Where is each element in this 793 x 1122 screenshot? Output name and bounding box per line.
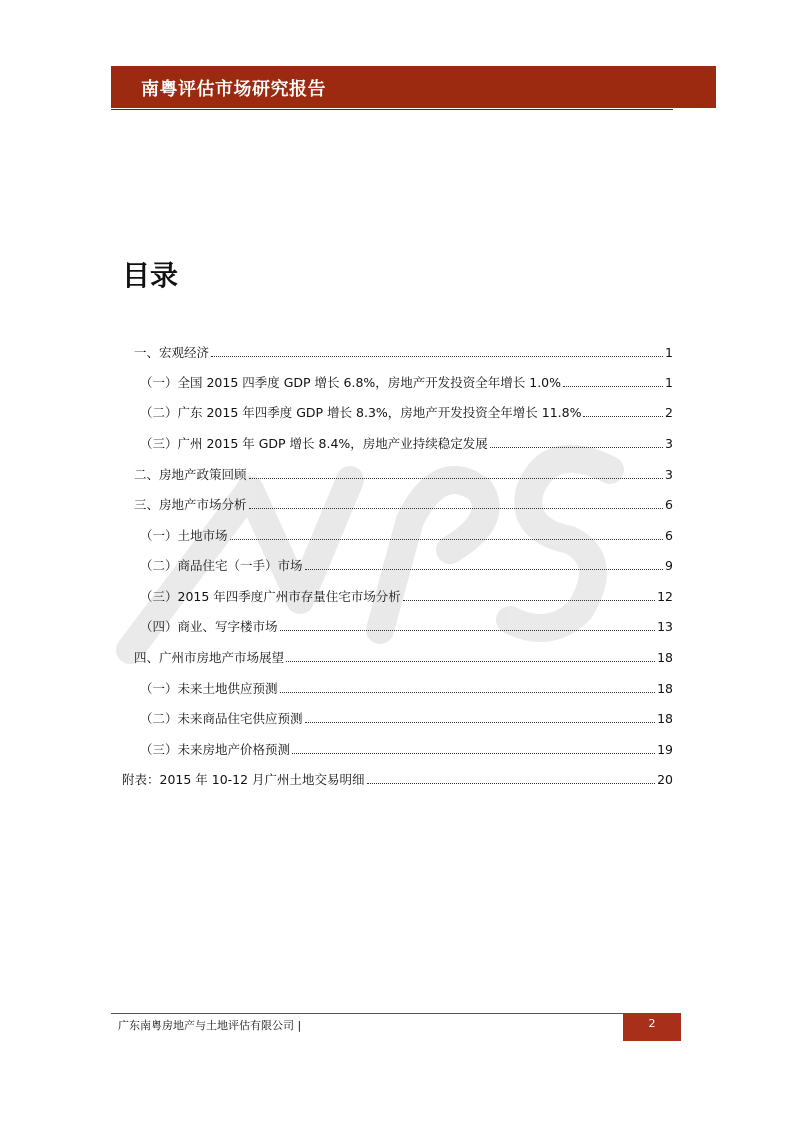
toc-entry[interactable] — [140, 617, 673, 637]
toc-leader-dots — [583, 404, 663, 417]
toc-leader-dots — [292, 741, 655, 754]
toc-leader-dots — [563, 374, 663, 387]
header-divider — [111, 109, 673, 110]
toc-leader-dots — [367, 771, 656, 784]
toc-entry[interactable] — [140, 403, 673, 423]
toc-entry-title: （三）广州 2015 年 GDP 增长 8.4%，房地产业持续稳定发展 — [140, 436, 488, 451]
toc-entry[interactable] — [134, 495, 673, 515]
toc-leader-dots — [490, 435, 663, 448]
toc-entry-page: 2 — [665, 405, 673, 420]
toc-entry[interactable] — [140, 556, 673, 576]
toc-entry-page: 18 — [657, 681, 673, 696]
toc-entry[interactable] — [134, 648, 673, 668]
toc-heading: 目录 — [122, 259, 179, 292]
toc-entry[interactable] — [140, 434, 673, 454]
toc-entry-page: 18 — [657, 650, 673, 665]
toc-entry-title: （二）未来商品住宅供应预测 — [140, 711, 303, 726]
toc-entry-title: （三）2015 年四季度广州市存量住宅市场分析 — [140, 589, 401, 604]
toc-entry[interactable] — [140, 587, 673, 607]
toc-entry-page: 13 — [657, 619, 673, 634]
toc-entry[interactable] — [134, 465, 673, 485]
toc-entry-title: 附表：2015 年 10-12 月广州土地交易明细 — [122, 772, 365, 787]
toc-entry-title: （一）土地市场 — [140, 528, 228, 543]
toc-entry-page: 1 — [665, 345, 673, 360]
footer-divider — [111, 1013, 681, 1014]
toc-entry-page: 3 — [665, 467, 673, 482]
toc-entry[interactable] — [122, 770, 673, 790]
toc-entry-title: （一）未来土地供应预测 — [140, 681, 278, 696]
toc-entry-page: 6 — [665, 528, 673, 543]
toc-leader-dots — [305, 710, 656, 723]
toc-entry[interactable] — [140, 526, 673, 546]
toc-entry[interactable] — [140, 373, 673, 393]
toc-entry-title: 一、宏观经济 — [134, 345, 210, 360]
toc-entry-title: （二）广东 2015 年四季度 GDP 增长 8.3%，房地产开发投资全年增长 11.8% — [140, 405, 582, 420]
toc-entry-page: 18 — [657, 711, 673, 726]
toc-entry-title: 三、房地产市场分析 — [134, 497, 247, 512]
toc-entry-title: 二、房地产政策回顾 — [134, 467, 247, 482]
toc-entry[interactable] — [140, 740, 673, 760]
toc-entry-page: 6 — [665, 497, 673, 512]
toc-leader-dots — [280, 680, 656, 693]
toc-entry-title: （二）商品住宅（一手）市场 — [140, 558, 303, 573]
toc-entry-title: 四、广州市房地产市场展望 — [134, 650, 285, 665]
header-bar — [111, 66, 716, 108]
toc-entry-page: 9 — [665, 558, 673, 573]
toc-leader-dots — [230, 527, 664, 540]
toc-entry-title: （三）未来房地产价格预测 — [140, 742, 291, 757]
report-title: 南粤评估市场研究报告 — [141, 79, 326, 100]
toc-leader-dots — [403, 588, 655, 601]
toc-leader-dots — [211, 344, 663, 357]
toc-leader-dots — [249, 496, 664, 509]
toc-leader-dots — [305, 557, 664, 570]
toc-leader-dots — [286, 649, 655, 662]
toc-entry-title: （四）商业、写字楼市场 — [140, 619, 278, 634]
toc-entry-page: 12 — [657, 589, 673, 604]
toc-entry-page: 19 — [657, 742, 673, 757]
toc-entry[interactable] — [140, 679, 673, 699]
toc-entry[interactable] — [140, 709, 673, 729]
page-number-badge: 2 — [623, 1013, 681, 1041]
footer-company-name: 广东南粤房地产与土地评估有限公司 | — [118, 1019, 302, 1032]
toc-entry-title: （一）全国 2015 四季度 GDP 增长 6.8%，房地产开发投资全年增长 1.0% — [140, 375, 562, 390]
toc-leader-dots — [280, 618, 656, 631]
toc-leader-dots — [249, 466, 664, 479]
toc-entry-page: 20 — [657, 772, 673, 787]
toc-entry[interactable] — [134, 343, 673, 363]
toc-entry-page: 3 — [665, 436, 673, 451]
toc-entry-page: 1 — [665, 375, 673, 390]
